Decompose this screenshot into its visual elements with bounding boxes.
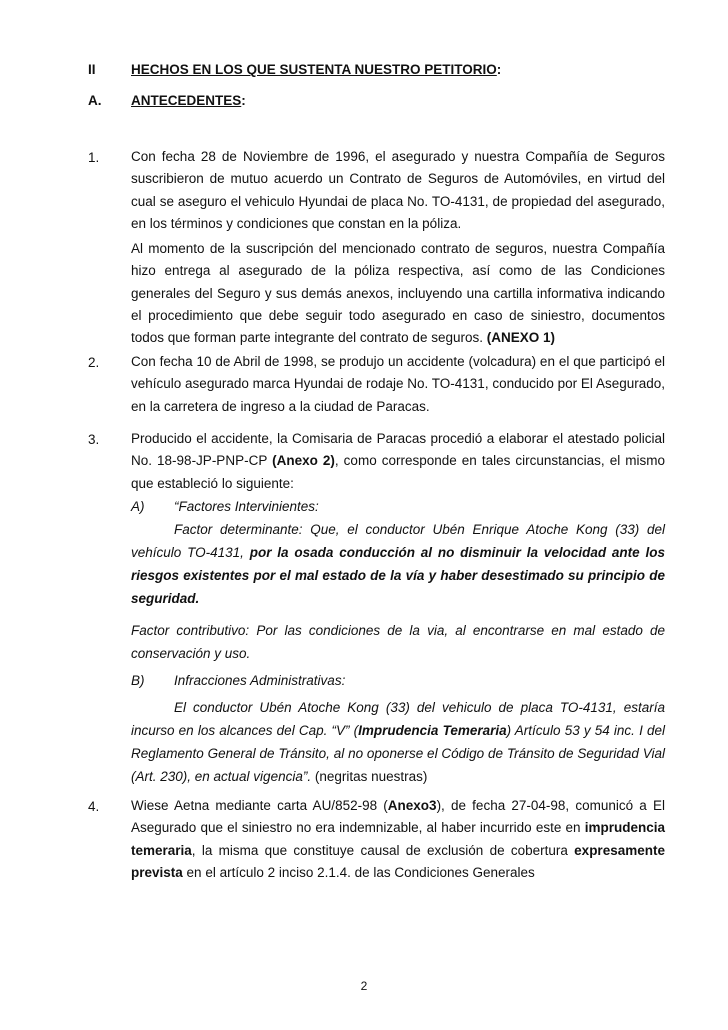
page-number: 2	[360, 979, 368, 993]
factor-contributivo: Factor contributivo: Por las condiciones de la via, al encontrarse en mal estado de conservación y uso.	[131, 623, 665, 661]
annex-2-ref: (Anexo 2)	[272, 453, 335, 469]
heading-ii-number: II	[88, 62, 96, 77]
item-4-text-3: , la misma que constituye causal de exclusión de cobertura	[191, 842, 568, 858]
heading-a-number: A.	[88, 93, 102, 108]
subsection-a-title: “Factores Intervinientes:	[174, 499, 319, 514]
imprudencia-temeraria-bold: Imprudencia Temeraria	[358, 723, 507, 738]
subsection-b-label: B)	[131, 673, 145, 688]
subsection-a-heading	[131, 495, 665, 518]
item-3-paragraph	[131, 428, 665, 495]
infracciones-paragraph	[131, 696, 665, 788]
infracciones-text-a: El conductor Ubén Atoche Kong (33) del vehiculo de placa TO-4131, estaría incurso en los alcances del Cap. “V” (	[131, 700, 665, 738]
item-2-number: 2.	[88, 355, 100, 370]
item-1-paragraph-2	[131, 238, 665, 349]
item-4-number: 4.	[88, 799, 100, 814]
subsection-b-heading	[131, 669, 665, 692]
annex-1-ref: (ANEXO 1)	[486, 330, 556, 346]
subsection-a-label: A)	[131, 499, 145, 514]
heading-ii-title-text: HECHOS EN LOS QUE SUSTENTA NUESTRO PETITORIO	[131, 62, 497, 77]
heading-a-title-text: ANTECEDENTES	[131, 93, 242, 108]
item-1-paragraph-1: Con fecha 28 de Noviembre de 1996, el asegurado y nuestra Compañía de Seguros suscribieron de mutuo acuerdo un Contrato de Seguros de Automóviles, en virtud del cual se aseguro el vehiculo Hyundai de placa No. TO-4131, de propiedad del asegurado, en los términos y condiciones que constan en la póliza.	[131, 149, 665, 231]
item-2-paragraph: Con fecha 10 de Abril de 1998, se produjo un accidente (volcadura) en el que participó el vehículo asegurado marca Hyundai de rodaje No. TO-4131, conducido por El Asegurado, en la carretera de ingreso a la ciudad de Paracas.	[131, 354, 665, 414]
infracciones-text-b: ) Artículo 53 y 54 inc. I del Reglamento General de Tránsito, al no oponerse el Código de Tránsito de Seguridad Vial (Art. 230), en actual vigencia”.	[131, 723, 665, 784]
heading-a-colon: :	[241, 93, 246, 108]
factor-determinante	[131, 518, 665, 610]
item-3-text-a: Producido el accidente, la Comisaria de Paracas procedió a elaborar el atestado policial No. 18-98-JP-PNP-CP	[131, 431, 665, 469]
imprudencia-bold: imprudencia temeraria	[131, 820, 665, 858]
heading-ii-colon: :	[496, 62, 502, 77]
heading-a-title	[131, 93, 246, 108]
negritas-note: (negritas nuestras)	[314, 769, 428, 784]
annex-3-ref: Anexo3	[387, 798, 437, 813]
item-3-text-b: , como corresponde en tales circunstancias, el mismo que estableció lo siguiente:	[131, 453, 665, 491]
item-1-number: 1.	[88, 150, 100, 165]
item-1-paragraph-2-text: Al momento de la suscripción del mencionado contrato de seguros, nuestra Compañía hizo entrega al asegurado de la póliza respectiva, así como de las Condiciones generales del Seguro y sus demás anexos, incluyendo una cartilla informativa indicando el procedimiento que debe seguir todo asegurado en caso de siniestro, documentos todos que forman parte integrante del contrato de seguros.	[131, 241, 665, 346]
item-3-number: 3.	[88, 432, 100, 447]
factor-determinante-bold: por la osada conducción al no disminuir la velocidad ante los riesgos existentes por el mal estado de la vía y haber desestimado su principio de seguridad.	[131, 545, 665, 606]
factor-determinante-text: Factor determinante: Que, el conductor Ubén Enrique Atoche Kong (33) del vehículo TO-4131,	[131, 522, 665, 560]
item-4-text-2: ), de fecha 27-04-98, comunicó a El Asegurado que el siniestro no era indemnizable, al haber incurrido este en	[131, 798, 665, 836]
expresamente-prevista-bold: expresamente prevista	[131, 842, 665, 880]
subsection-b-title: Infracciones Administrativas:	[174, 673, 346, 688]
item-4-text-4: en el artículo 2 inciso 2.1.4. de las Condiciones Generales	[186, 864, 535, 880]
item-4-text-1: Wiese Aetna mediante carta AU/852-98 (	[131, 798, 388, 813]
heading-ii-title	[131, 62, 501, 77]
item-4-paragraph	[131, 795, 665, 884]
